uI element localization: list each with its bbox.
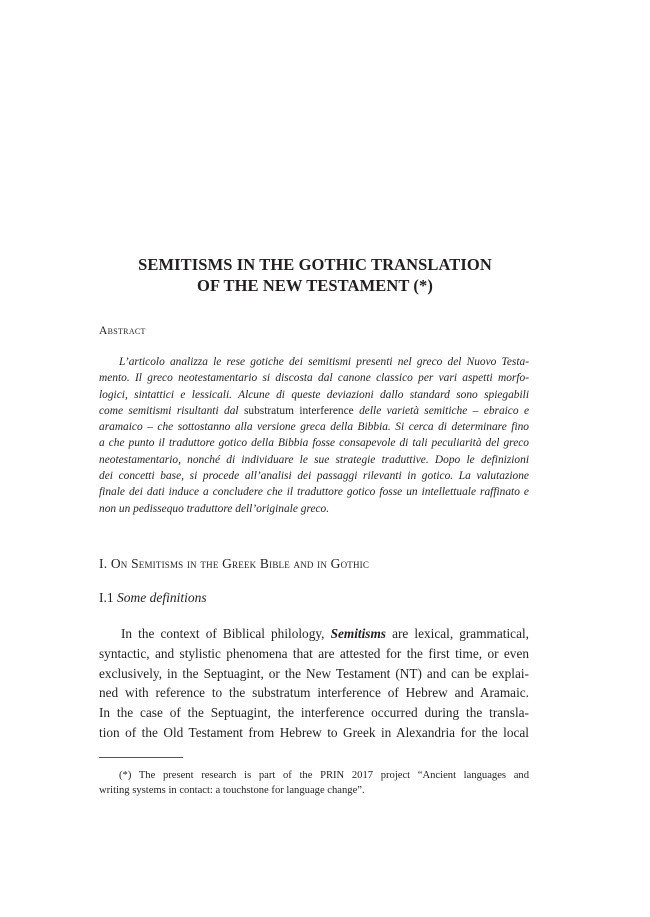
abstract-fragment: come semitismi risultanti dal	[99, 404, 239, 417]
section-heading: I. On Semitisms in the Greek Bible and in Gothic	[99, 556, 370, 571]
abstract-text	[99, 354, 529, 517]
body-line: tion of the Old Testament from Hebrew to Greek in Alexandria for the local	[99, 724, 529, 740]
title-line-1: SEMITISMS IN THE GOTHIC TRANSLATION	[138, 255, 492, 274]
abstract-upright-term: substratum interference	[243, 404, 354, 417]
abstract-line	[99, 403, 529, 419]
abstract-line: neotestamentario, nonché di individuare le sue strategie traduttive. Dopo le definizioni	[99, 453, 529, 466]
body-line: exclusively, in the Septuagint, or the New Testament (NT) and can be explai-	[99, 665, 529, 681]
abstract-heading: Abstract	[99, 325, 146, 337]
body-line	[99, 624, 529, 644]
abstract-line: finale dei dati induce a concludere che il traduttore gotico fosse un intellettuale raffinato e	[99, 486, 529, 499]
abstract-fragment: delle varietà semitiche – ebraico e	[359, 404, 529, 417]
subsection-number: I.1	[99, 590, 114, 605]
abstract-line: non un pedissequo traduttore dell’originale greco.	[99, 502, 330, 515]
footnote-separator	[99, 757, 183, 758]
abstract-line: aramaico – che sottostanno alla versione greca della Bibbia. Si cerca di determinare fino	[99, 421, 529, 434]
body-fragment: are lexical, grammatical,	[392, 626, 530, 641]
footnote-line: (*) The present research is part of the PRIN 2017 project “Ancient languages and	[119, 770, 529, 781]
body-line: syntactic, and stylistic phenomena that are attested for the first time, or even	[99, 645, 529, 661]
abstract-line: dei concetti base, si procede all’analisi dei passaggi rilevanti in gotico. La valutazione	[99, 470, 529, 483]
body-line: ned with reference to the substratum interference of Hebrew and Aramaic.	[99, 685, 529, 701]
footnote-line: writing systems in contact: a touchstone for language change”.	[99, 785, 365, 796]
body-paragraph	[99, 624, 529, 743]
footnote	[99, 768, 529, 798]
abstract-line: a che punto il traduttore gotico della Bibbia fosse consapevole di tali peculiarità del greco	[99, 437, 529, 450]
article-title	[70, 254, 560, 296]
abstract-line: mento. Il greco neotestamentario si discosta dal canone classico per vari aspetti morfo-	[99, 372, 529, 385]
body-line: In the case of the Septuagint, the interference occurred during the transla-	[99, 705, 529, 721]
abstract-line: logici, sintattici e lessicali. Alcune di queste deviazioni dallo standard sono spiegabili	[99, 388, 529, 401]
body-fragment: In the context of Biblical philology,	[121, 626, 325, 641]
semitisms-term: Semitisms	[330, 626, 386, 641]
title-line-2: OF THE NEW TESTAMENT (*)	[197, 276, 433, 295]
subsection-title: Some definitions	[117, 590, 207, 605]
subsection-heading	[99, 590, 207, 606]
abstract-line: L’articolo analizza le rese gotiche dei semitismi presenti nel greco del Nuovo Testa-	[119, 356, 529, 368]
